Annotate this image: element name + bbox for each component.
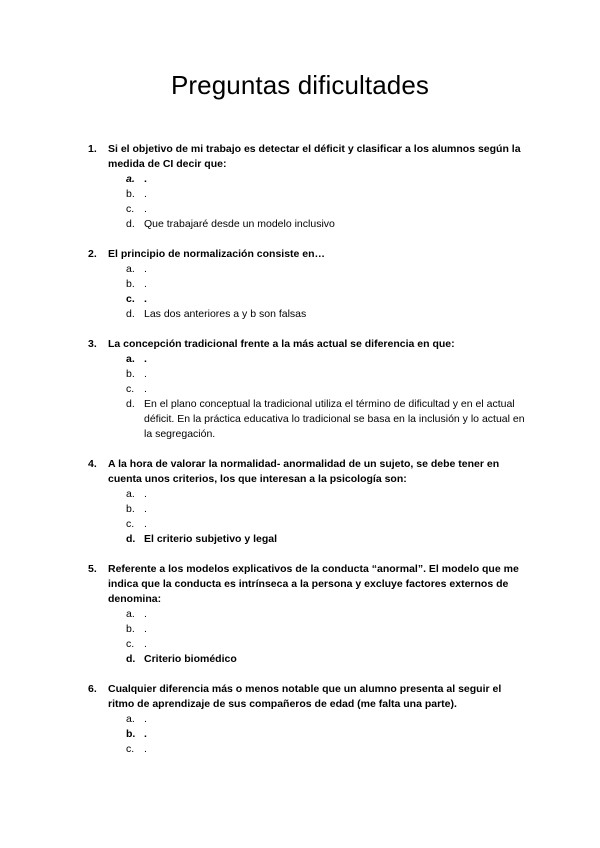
option-2 (126, 622, 528, 637)
option-letter: a. (126, 608, 135, 620)
option-text: . (144, 383, 147, 395)
option-2 (126, 367, 528, 382)
option-1 (126, 172, 528, 187)
option-text: . (144, 638, 147, 650)
option-text: . (144, 368, 147, 380)
option-2 (126, 727, 528, 742)
option-letter: b. (126, 278, 135, 290)
option-letter: c. (126, 293, 135, 305)
option-letter: d. (126, 218, 135, 230)
question-text: Referente a los modelos explicativos de la conducta “anormal”. El modelo que me indica que la conducta es intrínseca a la persona y excluye factores externos de denomina: (108, 563, 519, 605)
option-list (126, 352, 528, 442)
question-number: 1. (88, 143, 97, 155)
option-2 (126, 187, 528, 202)
option-text: . (144, 353, 147, 365)
option-text: Criterio biomédico (144, 653, 237, 665)
option-letter: b. (126, 503, 135, 515)
question-6 (88, 682, 528, 757)
option-1 (126, 607, 528, 622)
option-letter: b. (126, 728, 136, 740)
option-text: En el plano conceptual la tradicional utiliza el término de dificultad y en el actual déficit. En la práctica educativa lo tradicional se basa en la inclusión y lo actual en la segregación. (144, 398, 525, 440)
option-list (126, 262, 528, 322)
option-letter: a. (126, 263, 135, 275)
question-text: A la hora de valorar la normalidad- anormalidad de un sujeto, se debe tener en cuenta unos criterios, los que interesan a la psicología son: (108, 458, 500, 485)
question-header (88, 457, 528, 487)
option-letter: d. (126, 398, 135, 410)
option-list (126, 607, 528, 667)
question-header (88, 337, 528, 352)
option-text: . (144, 743, 147, 755)
question-number: 4. (88, 458, 97, 470)
option-4 (126, 652, 528, 667)
option-text: . (144, 203, 147, 215)
question-2 (88, 247, 528, 322)
question-header (88, 562, 528, 607)
option-letter: a. (126, 713, 135, 725)
question-text: Si el objetivo de mi trabajo es detectar el déficit y clasificar a los alumnos según la medida de CI decir que: (108, 143, 521, 170)
option-3 (126, 517, 528, 532)
question-3 (88, 337, 528, 442)
question-number: 2. (88, 248, 97, 260)
question-number: 3. (88, 338, 97, 350)
question-header (88, 682, 528, 712)
option-3 (126, 742, 528, 757)
option-1 (126, 352, 528, 367)
option-letter: c. (126, 383, 135, 395)
option-list (126, 712, 528, 757)
option-3 (126, 202, 528, 217)
option-text: . (144, 293, 147, 305)
option-text: . (144, 608, 147, 620)
option-text: . (144, 518, 147, 530)
option-3 (126, 382, 528, 397)
option-text: . (144, 623, 147, 635)
option-letter: a. (126, 353, 135, 365)
option-letter: c. (126, 203, 135, 215)
option-4 (126, 307, 528, 322)
question-number: 6. (88, 683, 97, 695)
question-5 (88, 562, 528, 667)
option-3 (126, 292, 528, 307)
option-text: . (144, 173, 147, 185)
option-text: . (144, 503, 147, 515)
question-text: La concepción tradicional frente a la más actual se diferencia en que: (108, 338, 455, 350)
option-4 (126, 217, 528, 232)
option-list (126, 487, 528, 547)
question-text: El principio de normalización consiste en… (108, 248, 326, 260)
option-text: . (144, 188, 147, 200)
option-letter: b. (126, 623, 135, 635)
option-text: . (144, 488, 147, 500)
option-4 (126, 397, 528, 442)
option-letter: a. (126, 488, 135, 500)
option-letter: d. (126, 308, 135, 320)
option-letter: a. (126, 173, 135, 185)
question-header (88, 247, 528, 262)
option-letter: c. (126, 518, 135, 530)
option-2 (126, 277, 528, 292)
option-2 (126, 502, 528, 517)
option-text: El criterio subjetivo y legal (144, 533, 278, 545)
question-text: Cualquier diferencia más o menos notable que un alumno presenta al seguir el ritmo de aprendizaje de sus compañeros de edad (me falta una parte). (108, 683, 502, 710)
option-letter: c. (126, 638, 135, 650)
option-letter: b. (126, 368, 135, 380)
page-title: Preguntas dificultades (170, 70, 430, 100)
option-text: Que trabajaré desde un modelo inclusivo (144, 218, 335, 230)
option-3 (126, 637, 528, 652)
option-list (126, 172, 528, 232)
option-text: Las dos anteriores a y b son falsas (144, 308, 307, 320)
option-letter: b. (126, 188, 135, 200)
option-1 (126, 262, 528, 277)
option-1 (126, 712, 528, 727)
option-text: . (144, 278, 147, 290)
option-text: . (144, 728, 147, 740)
option-1 (126, 487, 528, 502)
question-4 (88, 457, 528, 547)
option-text: . (144, 263, 147, 275)
option-4 (126, 532, 528, 547)
option-letter: c. (126, 743, 135, 755)
question-number: 5. (88, 563, 97, 575)
question-1 (88, 142, 528, 232)
question-header (88, 142, 528, 172)
question-list (88, 142, 528, 772)
option-letter: d. (126, 653, 136, 665)
option-text: . (144, 713, 147, 725)
option-letter: d. (126, 533, 136, 545)
